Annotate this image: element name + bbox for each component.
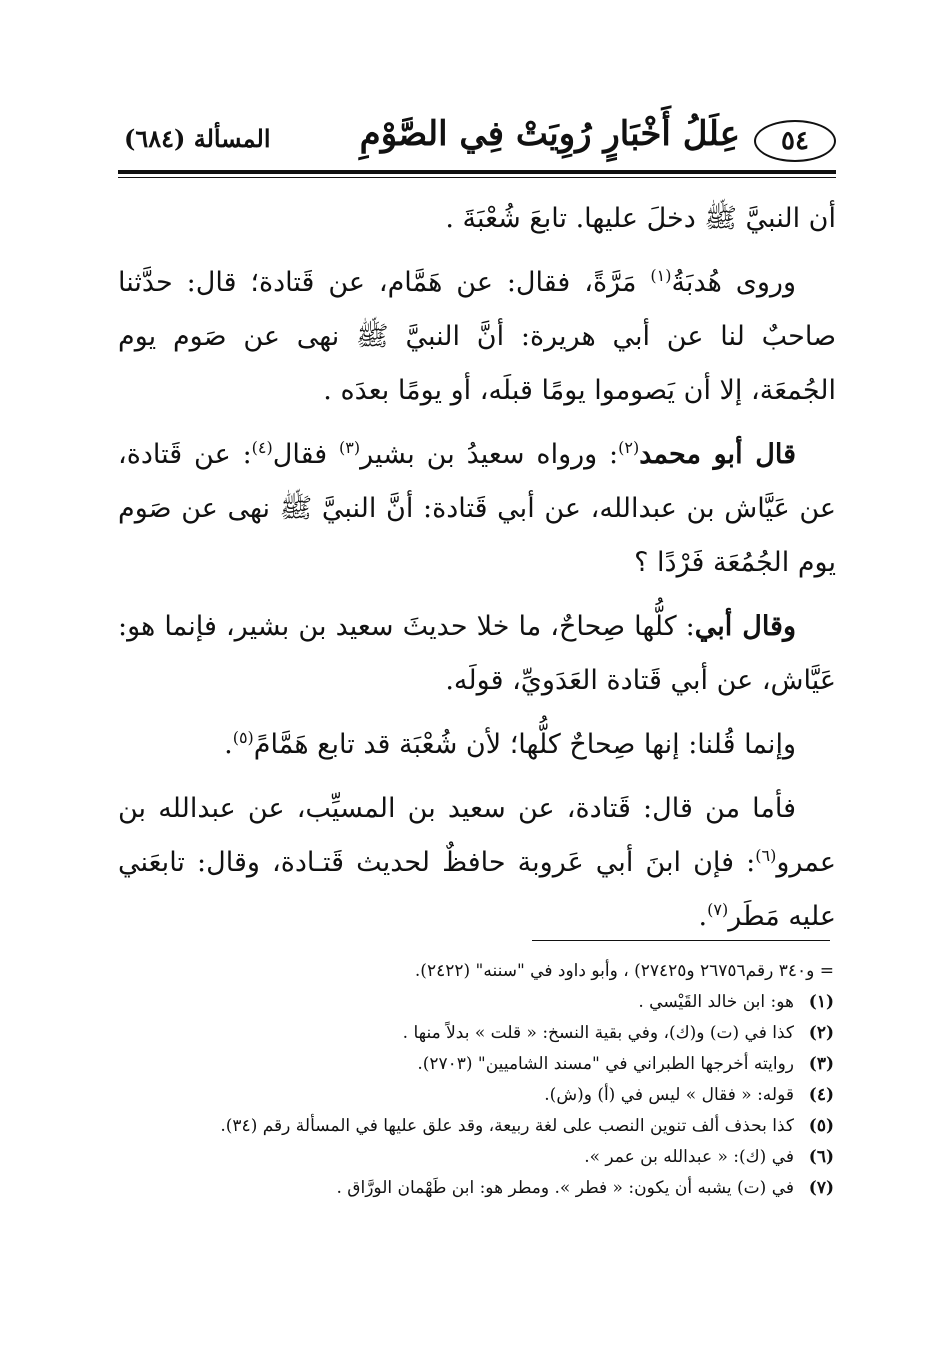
paragraph-5 [118,718,836,772]
footnote-2 [118,1018,834,1049]
footnote-number: (٧) [808,1178,834,1198]
book-title: عِلَلُ أَخْبَارٍ رُوِيَتْ فِي الصَّوْمِ [359,114,740,154]
paragraph-6 [118,782,836,944]
footnote-ref-5[interactable]: (٥) [232,728,254,747]
footnote-ref-3[interactable]: (٣) [339,438,361,457]
footnote-number: (٤) [808,1085,834,1105]
header-rule-thin [118,177,836,178]
footnote-number: (١) [808,992,834,1012]
paragraph-3-text-b: فقال [272,439,340,470]
footnote-ref-1[interactable]: (١) [650,266,672,285]
footnote-3 [118,1049,834,1080]
footnote-text: روايته أخرجها الطبراني في "مسند الشاميين" (٢٧٠٣). [417,1054,794,1074]
paragraph-6-text-b: : فإن ابنَ أبي عَروبة حافظٌ لحديث قَتـادة، وقال: تابعَني عليه مَطَر [118,847,836,932]
footnote-ref-2[interactable]: (٢) [618,438,640,457]
header-rule-thick [118,170,836,174]
paragraph-2-text-b: مَرَّةً، فقال: عن هَمَّام، عن قَتادة؛ قال: حدَّثنا صاحبٌ لنا عن أبي هريرة: أنَّ النبيَّ ﷺ نهى عن صَوم يوم الجُمعَة، إلا أن يَصوموا يومًا قبلَه، أو يومًا بعدَه . [118,267,836,406]
page-number: ٥٤ [754,120,836,162]
footnote-ref-6[interactable]: (٦) [755,846,777,865]
speaker-abi: وقال أبي [694,611,797,642]
footnote-6 [118,1142,834,1173]
footnote-ref-7[interactable]: (٧) [707,900,729,919]
paragraph-2 [118,256,836,418]
footnote-text: في (ك): « عبدالله بن عمر ». [584,1147,794,1167]
footnotes [118,956,834,1204]
footnote-text: هو: ابن خالد القَيْسي . [638,992,794,1012]
paragraph-6-text-a: فأما من قال: قَتادة، عن سعيد بن المسيِّب، عن عبدالله بن عمرو [118,793,836,878]
paragraph-3-text-a: : ورواه سعيدُ بن بشير [360,439,619,470]
speaker-abu-muhammad: قال أبو محمد [639,439,797,470]
footnote-number: (٣) [808,1054,834,1074]
paragraph-4 [118,600,836,708]
page-header [118,112,836,168]
paragraph-5-text-b: . [224,729,233,760]
paragraph-1-text: أن النبيَّ ﷺ دخلَ عليها. تابعَ شُعْبَةَ . [445,203,836,234]
paragraph-4-text: : كلُّها صِحاحٌ، ما خلا حديثَ سعيد بن بشير، فإنما هو: عَيَّاش، عن أبي قَتادة العَدَويِّ، قولَه. [118,611,836,696]
footnote-number: (٢) [808,1023,834,1043]
paragraph-6-text-c: . [698,901,708,932]
footnote-5 [118,1111,834,1142]
footnote-separator [532,940,830,941]
paragraph-1 [118,192,836,246]
paragraph-5-text-a: وإنما قُلنا: إنها صِحاحٌ كلُّها؛ لأن شُعْبَة قد تابع هَمَّامً [253,729,796,760]
footnote-1 [118,987,834,1018]
footnote-ref-4[interactable]: (٤) [251,438,273,457]
footnote-4 [118,1080,834,1111]
footnote-text: في (ت) يشبه أن يكون: « فطر ». ومطر هو: ابن طَهْمان الورَّاق . [336,1178,794,1198]
footnote-text: كذا في (ت) و(ك)، وفي بقية النسخ: « قلت » بدلاً منها . [402,1023,794,1043]
paragraph-3-text-c: : عن قَتادة، عن عَيَّاش بن عبدالله، عن أبي قَتادة: أنَّ النبيَّ ﷺ نهى عن صَوم يوم الجُمُعَة فَرْدًا ؟ [118,439,836,578]
footnote-text: كذا بحذف ألف تنوين النصب على لغة ربيعة، وقد علق عليها في المسألة رقم (٣٤). [220,1116,794,1136]
footnote-continuation [118,956,834,987]
footnote-number: (٦) [808,1147,834,1167]
footnote-number: (٥) [808,1116,834,1136]
footnote-text: قوله: « فقال » ليس في (أ) و(ش). [544,1085,794,1105]
paragraph-2-text-a: وروى هُدبَةُ [671,267,796,298]
paragraph-3 [118,428,836,590]
body-text [118,192,836,944]
issue-label: المسألة (٦٨٤) [124,124,271,153]
footnote-continuation-text: = و٣٤٠ رقم٢٦٧٥٦ و٢٧٤٢٥) ، وأبو داود في "سننه" (٢٤٢٢). [414,961,834,981]
footnote-7 [118,1173,834,1204]
